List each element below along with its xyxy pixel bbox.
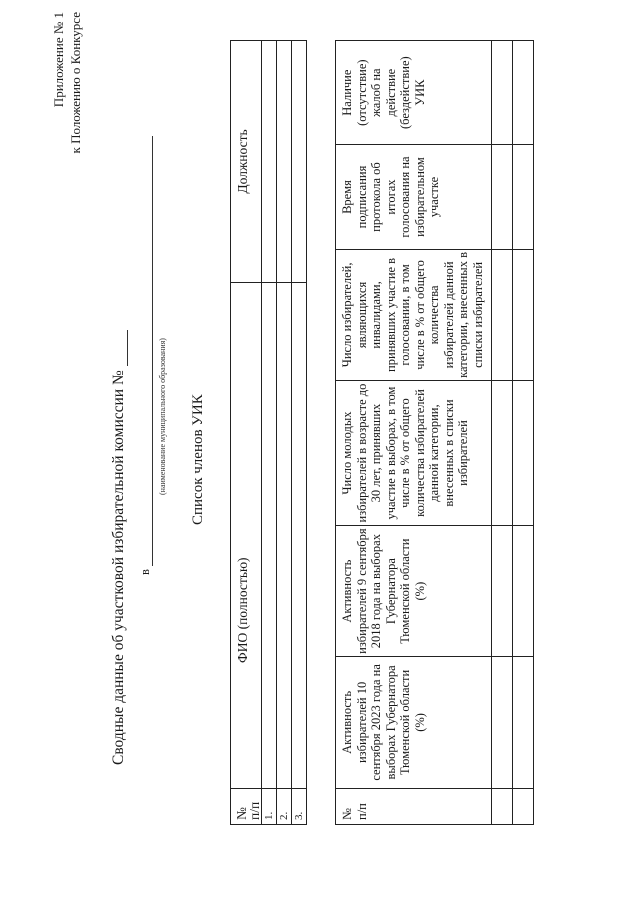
- municipality-caption: (наименование муниципального образования): [158, 338, 167, 495]
- position-cell: [277, 41, 292, 283]
- stats-header-num-line1: №: [340, 808, 354, 820]
- stats-header-complaints: Наличие (отсутствие) жалоб на действие (бездействие) УИК: [336, 41, 492, 145]
- row-number: 1.: [262, 788, 277, 824]
- table-row: [492, 41, 513, 825]
- stats-cell-num: [513, 788, 534, 824]
- members-list-title: Список членов УИК: [190, 394, 206, 525]
- table-row: [292, 41, 307, 825]
- stats-cell-activity-2018: [513, 525, 534, 656]
- row-number: 3.: [292, 788, 307, 824]
- members-header-fio: ФИО (полностью): [231, 282, 262, 788]
- members-header-position: Должность: [231, 41, 262, 283]
- fio-cell: [277, 282, 292, 788]
- stats-cell-disabled-voters: [513, 249, 534, 380]
- position-cell: [292, 41, 307, 283]
- members-header-num-line1: №: [234, 807, 249, 820]
- stats-header-num-line2: п/п: [354, 803, 369, 820]
- stats-cell-protocol-time: [513, 145, 534, 249]
- members-header-num-line2: п/п: [247, 801, 262, 820]
- stats-header-disabled-voters: Число избирателей, являющихся инвалидами, принявших участие в голосовании, в том числе в % от общего количества избирателей данной категории, внесенных в списки избирателей: [336, 249, 492, 380]
- stats-cell-activity-2018: [492, 525, 513, 656]
- table-row: [513, 41, 534, 825]
- row-number: 2.: [277, 788, 292, 824]
- stats-cell-activity-2023: [513, 657, 534, 788]
- appendix-note: [50, 12, 84, 153]
- members-header-row: [231, 41, 262, 825]
- fio-cell: [262, 282, 277, 788]
- appendix-line-1: Приложение № 1: [51, 12, 66, 108]
- appendix-line-2: к Положению о Конкурсе: [68, 12, 83, 154]
- stats-cell-disabled-voters: [492, 249, 513, 380]
- stats-cell-young-voters: [513, 381, 534, 526]
- heading-text: Сводные данные об участковой избирательной комиссии №: [110, 370, 127, 765]
- stats-cell-complaints: [492, 41, 513, 145]
- stats-header-activity-2018: Активность избирателей 9 сентября 2018 года на выборах Губернатора Тюменской области (%): [336, 525, 492, 656]
- municipality-blank: [140, 136, 153, 566]
- municipality-line: [138, 136, 153, 575]
- stats-header-young-voters: Число молодых избирателей в возрасте до 30 лет, принявших участие в выборах, в том числе в % от общего количества избирателей данной категории, внесенных в списки избирателей: [336, 381, 492, 526]
- stats-header-protocol-time: Время подписания протокола об итогах голосования на избирательном участке: [336, 145, 492, 249]
- commission-number-blank: [113, 330, 128, 366]
- stats-cell-complaints: [513, 41, 534, 145]
- members-table: [230, 40, 307, 825]
- table-row: [277, 41, 292, 825]
- stats-cell-activity-2023: [492, 657, 513, 788]
- table-row: [262, 41, 277, 825]
- stats-header-num: [336, 788, 492, 824]
- statistics-table: [335, 40, 534, 825]
- fio-cell: [292, 282, 307, 788]
- document-heading: [110, 330, 128, 765]
- members-header-num: [231, 788, 262, 824]
- stats-header-activity-2023: Активность избирателей 10 сентября 2023 года на выборах Губернатора Тюменской области (%): [336, 657, 492, 788]
- stats-cell-num: [492, 788, 513, 824]
- municipality-prefix: в: [138, 569, 152, 575]
- stats-cell-protocol-time: [492, 145, 513, 249]
- stats-header-row: [336, 41, 492, 825]
- stats-cell-young-voters: [492, 381, 513, 526]
- position-cell: [262, 41, 277, 283]
